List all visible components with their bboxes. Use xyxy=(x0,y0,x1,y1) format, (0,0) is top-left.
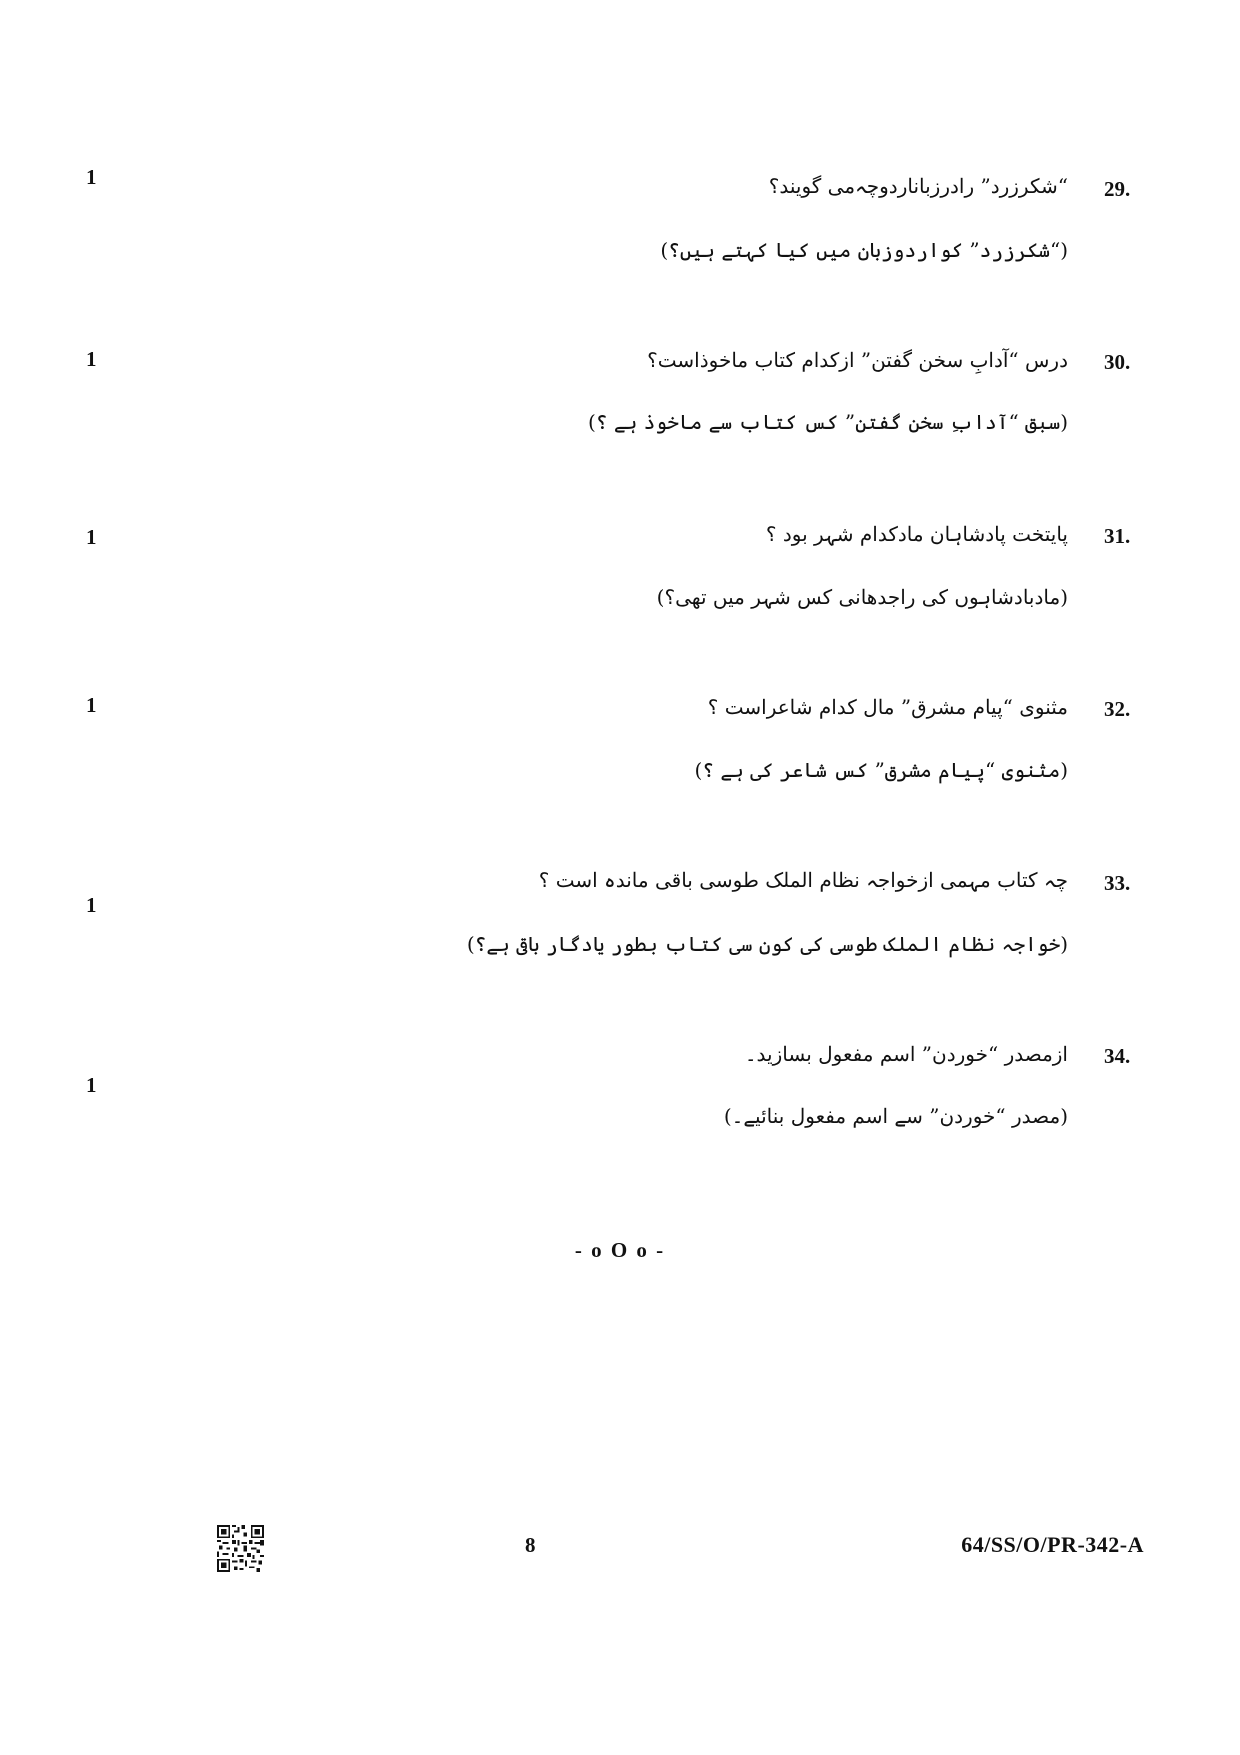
question-33-urdu: (خواجہ نظام الملک طوسی کی کون سی کتاب بطور یادگار باقی ہے؟) xyxy=(466,932,1068,956)
marks-32: 1 xyxy=(86,693,97,717)
end-of-paper-divider: - o O o - xyxy=(574,1238,666,1262)
question-29-urdu: (“شکرزرد” کواردوزبان میں کیا کہتے ہیں؟) xyxy=(660,238,1068,262)
question-number-31: 31. xyxy=(1104,524,1131,548)
page-number: 8 xyxy=(525,1533,536,1557)
marks-29: 1 xyxy=(86,165,97,189)
question-30-urdu: (سبق “آدابِ سخن گفتن” کس کتاب سے ماخوذ ہے ؟) xyxy=(588,410,1068,434)
question-34-persian: ازمصدر “خوردن” اسم مفعول بسازید۔ xyxy=(744,1042,1068,1066)
question-30-persian: درس “آدابِ سخن گفتن” ازکدام کتاب ماخوذاست؟ xyxy=(647,348,1068,372)
question-31-urdu: (مادبادشاہوں کی راجدھانی کس شہر میں تھی؟) xyxy=(656,585,1068,609)
marks-31: 1 xyxy=(86,525,97,549)
marks-34: 1 xyxy=(86,1073,97,1097)
marks-33: 1 xyxy=(86,893,97,917)
question-34-urdu: (مصدر “خوردن” سے اسم مفعول بنائیے۔) xyxy=(723,1104,1068,1128)
question-32-persian: مثنوی “پیام مشرق” مال کدام شاعراست ؟ xyxy=(707,695,1068,719)
paper-code: 64/SS/O/PR-342-A xyxy=(961,1532,1144,1557)
question-33-persian: چہ کتاب مہمی ازخواجہ نظام الملک طوسی باقی ماندہ است ؟ xyxy=(538,868,1068,892)
question-number-33: 33. xyxy=(1104,871,1131,895)
question-number-30: 30. xyxy=(1104,350,1131,374)
question-number-32: 32. xyxy=(1104,697,1131,721)
question-29-persian: “شکرزرد” رادرزباناردوچہ‌می گویند؟ xyxy=(768,174,1068,198)
marks-30: 1 xyxy=(86,347,97,371)
question-number-29: 29. xyxy=(1104,177,1131,201)
question-32-urdu: (مثنوی “پیام مشرق” کس شاعر کی ہے ؟) xyxy=(694,758,1068,782)
question-number-34: 34. xyxy=(1104,1044,1131,1068)
question-31-persian: پایتخت پادشاہان مادکدام شہر بود ؟ xyxy=(765,522,1068,546)
qr-code-icon xyxy=(217,1525,264,1572)
